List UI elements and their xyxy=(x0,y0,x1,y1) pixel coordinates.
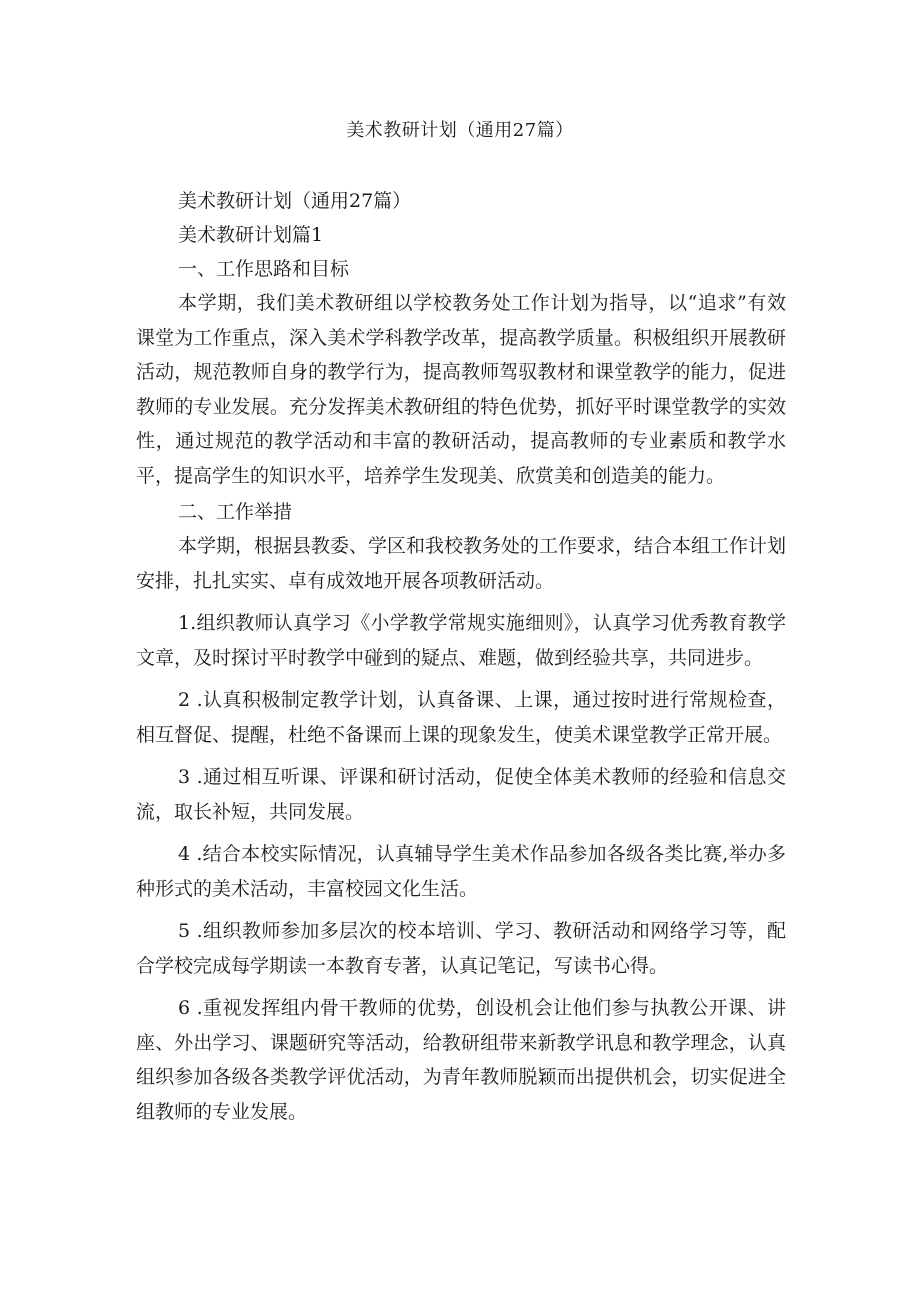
document-body xyxy=(136,184,786,1129)
goals-paragraph: 本学期，我们美术教研组以学校教务处工作计划为指导，以“追求”有效课堂为工作重点，深入美术学科教学改革，提高教学质量。积极组织开展教研活动，规范教师自身的教学行为，提高教师驾驭教材和课堂教学的能力，促进教师的专业发展。充分发挥美术教研组的特色优势，抓好平时课堂教学的实效性，通过规范的教学活动和丰富的教研活动，提高教师的专业素质和教学水平，提高学生的知识水平，培养学生发现美、欣赏美和创造美的能力。 xyxy=(136,292,786,487)
measure-item: 2 .认真积极制定教学计划，认真备课、上课，通过按时进行常规检查，相互督促、提醒，杜绝不备课而上课的现象发生，使美术课堂教学正常开展。 xyxy=(136,689,786,746)
measure-item: 4 .结合本校实际情况，认真辅导学生美术作品参加各级各类比赛,举办多种形式的美术活动，丰富校园文化生活。 xyxy=(136,843,786,900)
measure-item: 5 .组织教师参加多层次的校本培训、学习、教研活动和网络学习等，配合学校完成每学期读一本教育专著，认真记笔记，写读书心得。 xyxy=(136,920,786,977)
document-title: 美术教研计划（通用27篇） xyxy=(346,120,574,141)
document-subtitle: 美术教研计划（通用27篇） xyxy=(178,190,412,212)
measures-intro-paragraph: 本学期，根据县教委、学区和我校教务处的工作要求，结合本组工作计划安排，扎扎实实、卓有成效地开展各项教研活动。 xyxy=(136,535,787,592)
section-heading-measures: 二、工作举措 xyxy=(178,501,293,523)
measure-item: 6 .重视发挥组内骨干教师的优势，创设机会让他们参与执教公开课、讲座、外出学习、课题研究等活动，给教研组带来新教学讯息和教学理念，认真组织参加各级各类教学评优活动，为青年教师脱颖而出提供机会，切实促进全组教师的专业发展。 xyxy=(136,997,786,1123)
measure-item: 1.组织教师认真学习《小学教学常规实施细则》，认真学习优秀教育教学文章，及时探讨平时教学中碰到的疑点、难题，做到经验共享，共同进步。 xyxy=(136,612,786,669)
article-heading: 美术教研计划篇1 xyxy=(178,224,324,246)
section-heading-goals: 一、工作思路和目标 xyxy=(178,258,350,280)
measure-item: 3 .通过相互听课、评课和研讨活动，促使全体美术教师的经验和信息交流，取长补短，共同发展。 xyxy=(136,766,786,823)
